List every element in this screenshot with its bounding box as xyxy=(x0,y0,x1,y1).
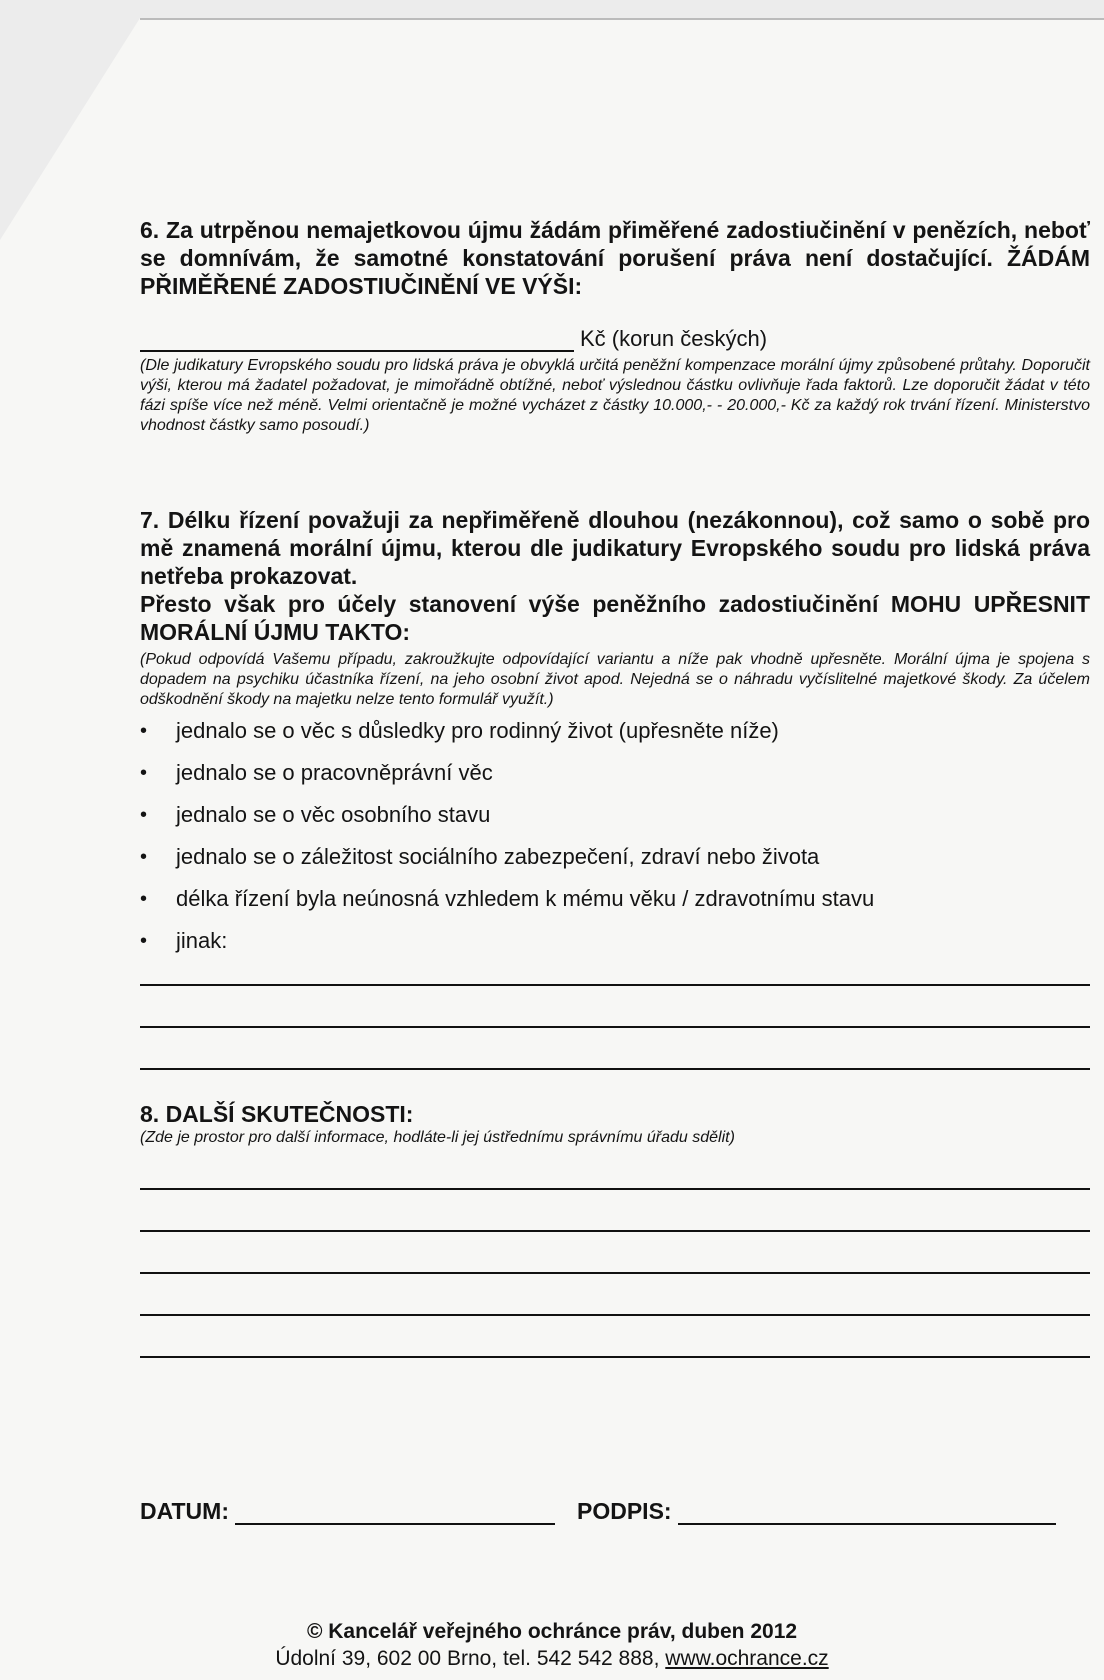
signature-label: PODPIS: xyxy=(577,1498,672,1524)
section-6 xyxy=(140,216,1090,436)
amount-row xyxy=(140,326,1090,352)
signature-input-line[interactable] xyxy=(678,1501,1056,1525)
section-7-subheading: Přesto však pro účely stanovení výše peněžního zadostiučinění MOHU UPŘESNIT MORÁLNÍ ÚJMU TAKTO: xyxy=(140,591,1090,645)
bullet-icon: • xyxy=(140,888,148,910)
writing-line[interactable] xyxy=(140,1028,1090,1070)
section-8-heading: 8. DALŠÍ SKUTEČNOSTI: xyxy=(140,1101,414,1127)
footer xyxy=(0,1618,1104,1672)
amount-input-line[interactable] xyxy=(140,328,574,352)
writing-line[interactable] xyxy=(140,1274,1090,1316)
bullet-icon: • xyxy=(140,720,148,742)
writing-line[interactable] xyxy=(140,944,1090,986)
other-writing-lines xyxy=(140,944,1090,1070)
option-label: délka řízení byla neúnosná vzhledem k mému věku / zdravotnímu stavu xyxy=(176,886,875,911)
signature-row xyxy=(140,1498,1076,1525)
writing-line[interactable] xyxy=(140,1190,1090,1232)
section-8 xyxy=(140,1100,1090,1358)
section-8-note: (Zde je prostor pro další informace, hodláte-li jej ústřednímu správnímu úřadu sdělit) xyxy=(140,1129,735,1146)
footer-copyright: © Kancelář veřejného ochránce práv, duben 2012 xyxy=(306,1620,798,1643)
option-personal-status[interactable] xyxy=(140,802,1090,828)
option-label: jinak: xyxy=(176,928,228,953)
writing-line[interactable] xyxy=(140,1316,1090,1358)
page-top-edge xyxy=(140,18,1104,20)
section-7-note: (Pokud odpovídá Vašemu případu, zakroužkujte odpovídající variantu a níže pak vhodně upřesněte. Morální újma je spojena s dopadem na psychiku účastníka řízení, na jeho osobní život apod. Nejedná se o náhradu vyčíslitelné majetkové škody. Za účelem odškodnění škody na majetku nelze tento formulář využít.) xyxy=(140,651,1090,708)
option-family-life[interactable] xyxy=(140,718,1090,744)
footer-address xyxy=(0,1645,1104,1672)
section-7 xyxy=(140,506,1090,1070)
moral-harm-options xyxy=(140,718,1090,954)
section-6-note: (Dle judikatury Evropského soudu pro lidská práva je obvyklá určitá peněžní kompenzace morální újmy způsobené průtahy. Doporučit výši, kterou má žadatel požadovat, je mimořádně obtížné, neboť výslednou částku ovlivňuje řada faktorů. Lze doporučit žádat v této fázi spíše více než méně. Velmi orientačně je možné vycházet z částky 10.000,- - 20.000,- Kč za každý rok trvání řízení. Ministerstvo vhodnost částky samo posoudí.) xyxy=(140,357,1090,434)
writing-line[interactable] xyxy=(140,986,1090,1028)
writing-line[interactable] xyxy=(140,1148,1090,1190)
section-6-heading: 6. Za utrpěnou nemajetkovou újmu žádám přiměřené zadostiučinění v penězích, neboť se domnívám, že samotné konstatování porušení práva není dostačující. ŽÁDÁM PŘIMĚŘENÉ ZADOSTIUČINĚNÍ VE VÝŠI: xyxy=(140,217,1090,299)
bullet-icon: • xyxy=(140,846,148,868)
bullet-icon: • xyxy=(140,930,148,952)
writing-line[interactable] xyxy=(140,1232,1090,1274)
option-label: jednalo se o pracovněprávní věc xyxy=(176,760,493,785)
date-label: DATUM: xyxy=(140,1498,229,1524)
option-label: jednalo se o věc osobního stavu xyxy=(176,802,491,827)
option-age-health[interactable] xyxy=(140,886,1090,912)
date-input-line[interactable] xyxy=(235,1501,555,1525)
footer-address-text: Údolní 39, 602 00 Brno, tel. 542 542 888, xyxy=(275,1647,666,1670)
amount-currency-label: Kč (korun českých) xyxy=(580,326,768,351)
footer-website-link[interactable]: www.ochrance.cz xyxy=(665,1647,829,1670)
option-labour-law[interactable] xyxy=(140,760,1090,786)
additional-info-lines xyxy=(140,1148,1090,1358)
section-7-heading: 7. Délku řízení považuji za nepřiměřeně dlouhou (nezákonnou), což samo o sobě pro mě znamená morální újmu, kterou dle judikatury Evropského soudu pro lidská práva netřeba prokazovat. xyxy=(140,507,1090,589)
bullet-icon: • xyxy=(140,804,148,826)
option-label: jednalo se o záležitost sociálního zabezpečení, zdraví nebo života xyxy=(176,844,820,869)
option-social-security[interactable] xyxy=(140,844,1090,870)
form-content xyxy=(140,216,1090,1358)
option-label: jednalo se o věc s důsledky pro rodinný život (upřesněte níže) xyxy=(176,718,779,743)
bullet-icon: • xyxy=(140,762,148,784)
